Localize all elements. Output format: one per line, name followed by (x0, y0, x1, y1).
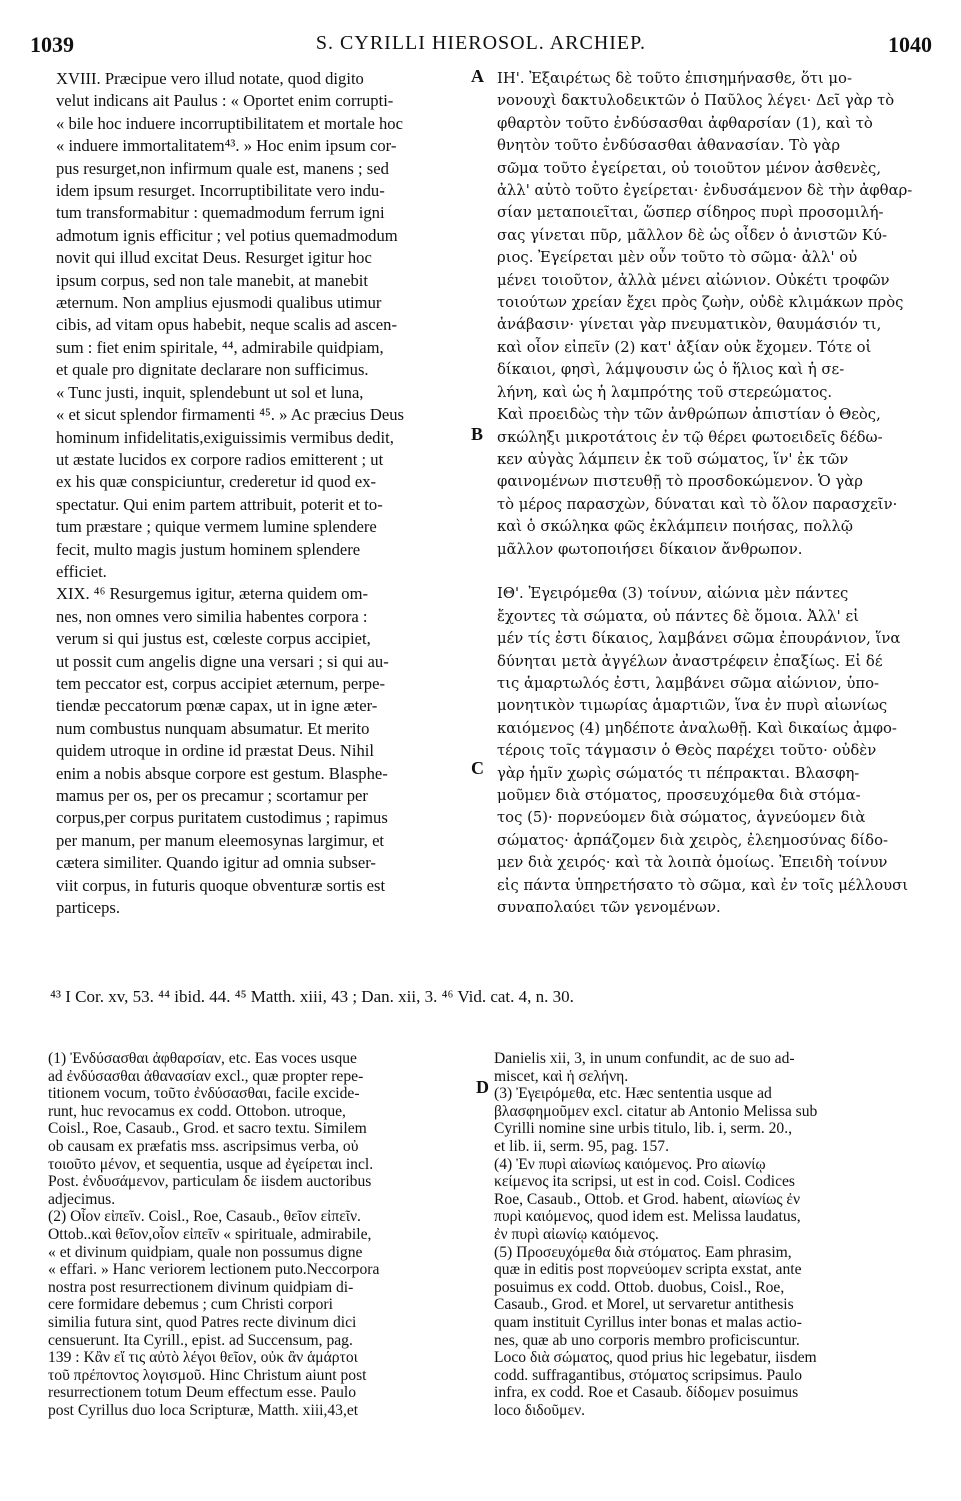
text-line: num combustus nunquam absumatur. Et merito (56, 718, 370, 738)
text-line: (1) Ἐνδύσασθαι ἀφθαρσίαν, etc. Eas voces usque (48, 1050, 357, 1067)
text-line: miscet, καὶ ἡ σελήνη. (494, 1067, 629, 1085)
notes-right-column (494, 1050, 934, 1419)
text-line: enim a nobis absque corpore est gestum. Blasphe- (56, 763, 388, 783)
text-line: post Cyrillus duo loca Scripturæ, Matth. xiii,43,et (48, 1401, 359, 1419)
text-line: γὰρ ἡμῖν χωρὶς σώματός τι πέπρακται. Βλασφη- (497, 764, 860, 782)
text-line: καὶ ὁ σκώληκα φῶς ἐκλάμπειν ποιήσας, πολλῷ (497, 518, 853, 536)
text-line: φαινομένων πιστευθῇ τὸ προσδοκώμενον. Ὁ γὰρ (497, 473, 863, 491)
text-line: idem ipsum resurget. Incorruptibilitate vero indu- (56, 181, 385, 201)
text-line: Danielis xii, 3, in unum confundit, ac de suo ad- (494, 1050, 795, 1067)
text-line: XIX. ⁴⁶ Resurgemus igitur, æterna quidem om- (56, 584, 369, 604)
latin-column (56, 68, 468, 919)
text-line: per manum, per manum eleemosynas largimur, et (56, 830, 385, 850)
scripture-sources: ⁴³ I Cor. xv, 53. ⁴⁴ ibid. 44. ⁴⁵ Matth. xiii, 43 ; Dan. xii, 3. ⁴⁶ Vid. cat. 4, n. 30. (50, 987, 574, 1006)
text-line: adjecimus. (48, 1190, 116, 1208)
text-line: σίαν μεταποιεῖται, ὥσπερ σίδηρος πυρὶ προσομιλή- (497, 204, 884, 222)
text-line: φθαρτὸν τοῦτο ἐνδύσασθαι ἀφθαρσίαν (1), καὶ τὸ (497, 114, 873, 132)
text-line: viit corpus, in futuris quoque obventuræ sortis est (56, 875, 386, 895)
text-line: τις ἁμαρτωλός ἐστι, λαμβάνει σῶμα αἰώνιον, ὑπο- (497, 674, 880, 692)
text-line: « et sicut splendor firmamenti ⁴⁵. » Ac præcius Deus (56, 405, 404, 425)
text-line: νονουχὶ δακτυλοδεικτῶν ὁ Παῦλος λέγει· Δεῖ γὰρ τὸ (497, 92, 895, 110)
text-line: ριος. Ἐγείρεται μὲν οὖν τοῦτο τὸ σῶμα· ἀλλ' οὐ (497, 249, 858, 267)
text-line: ΙΗ'. Ἐξαιρέτως δὲ τοῦτο ἐπισημήνασθε, ὅτι μο- (497, 70, 852, 87)
text-line: τοῦ πρέποντος λογισμοῦ. Hinc Christum aiunt post (48, 1366, 367, 1384)
text-line: (2) Οἷον εἰπεῖν. Coisl., Roe, Casaub., θεῖον εἰπεῖν. (48, 1208, 361, 1226)
text-line: ob causam ex præfatis mss. ascripsimus verba, οὐ (48, 1137, 359, 1155)
text-line: nostra post resurrectionem divinum quidpiam di- (48, 1278, 354, 1296)
text-line: Coisl., Roe, Casaub., Grod. et sacro textu. Similem (48, 1120, 367, 1138)
margin-letter-a: A (471, 66, 484, 86)
text-line: cibis, ad vitam opus habebit, neque scalis ad ascen- (56, 315, 397, 335)
text-line: δύνηται μετὰ ἀγγέλων ἀναστρέφειν ἐπαξίως. Εἰ δέ (497, 652, 883, 670)
text-line: τὸ μέρος παρασχὼν, δύναται καὶ τὸ ὅλον παρασχεῖν· (497, 495, 898, 513)
text-line: titionem vocum, τοῦτο ἐνδύσασθαι, facile excide- (48, 1085, 360, 1103)
text-line: (4) Ἐν πυρὶ αἰωνίως καιόμενος. Pro αἰωνίῳ (494, 1155, 766, 1173)
text-line: XVIII. Præcipue vero illud notate, quod digito (56, 69, 364, 88)
text-line: efficiet. (56, 561, 107, 581)
text-line: cætera similiter. Quando igitur ad omnia subser- (56, 853, 376, 873)
text-line: συναπολαύει τῶν γενομένων. (497, 899, 721, 917)
text-line: ad ἐνδύσασθαι ἀθανασίαν excl., quæ propter repe- (48, 1067, 364, 1085)
page-header (30, 32, 932, 60)
text-line: 139 : Κἂν εἴ τις αὐτὸ λέγοι θεῖον, οὐκ ἂν ἁμάρτοι (48, 1349, 358, 1367)
text-line: « et divinum quidpiam, quale non possumus digne (48, 1243, 363, 1261)
text-line: βλασφημοῦμεν excl. citatur ab Antonio Melissa sub (494, 1102, 818, 1120)
text-line: μέν τίς ἐστι δίκαιος, λαμβάνει σῶμα ἐπουράνιον, ἵνα (497, 630, 901, 648)
text-line: ἐν πυρὶ αἰωνίῳ καιόμενος. (494, 1225, 659, 1243)
text-line: λήνη, καὶ ὡς ἡ λαμπρότης τοῦ στερεώματος. (497, 383, 833, 401)
text-line: admotum ignis efficitur ; vel potius quemadmodum (56, 225, 398, 245)
margin-letter-d: D (476, 1077, 489, 1097)
text-line: τοιούτων χρείαν ἔχει πρὸς ζωὴν, οὐδὲ κλιμάκων πρὸς (497, 294, 904, 312)
text-line: tum transformabitur : quemadmodum ferrum igni (56, 203, 385, 223)
text-line: ut possit cum angelis digne una versari ; si qui au- (56, 651, 389, 671)
text-line: et lib. ii, serm. 95, pag. 157. (494, 1137, 669, 1155)
text-line: κεν αὐγὰς λάμπειν ἐκ τοῦ σώματος, ἵν' ἐκ τῶν (497, 450, 849, 468)
text-line: posuimus ex codd. Ottob. duobus, Coisl., Roe, (494, 1278, 785, 1296)
text-line: τέροις τοῖς τάγμασιν ὁ Θεὸς παρέχει τοῦτο· οὐδὲν (497, 742, 877, 760)
margin-letter-c: C (471, 758, 484, 778)
text-line: ἀλλ' αὐτὸ τοῦτο ἐγείρεται· ἐνδυσάμενον δὲ τὴν ἀφθαρ- (497, 182, 913, 200)
text-line: θνητὸν τοῦτο ἐνδύσασθαι ἀθανασίαν. Τὸ γὰρ (497, 137, 841, 155)
text-line: codd. suffragantibus, στόματος scripsimus. Paulo (494, 1366, 802, 1384)
running-title: S. CYRILLI HIEROSOL. ARCHIEP. (315, 32, 647, 54)
text-line: τοιοῦτο μένον, et sequentia, usque ad ἐγείρεται incl. (48, 1155, 374, 1173)
text-line: καιόμενος (4) μηδέποτε ἀναλωθῇ. Καὶ δικαίως ἀμφο- (497, 719, 897, 737)
text-line: loco διδοῦμεν. (494, 1401, 586, 1419)
text-line: κείμενος ita scripsi, ut est in cod. Coisl. Codices (494, 1173, 795, 1191)
text-line: ΙΘ'. Ἐγειρόμεθα (3) τοίνυν, αἰώνια μὲν πάντες (497, 585, 849, 603)
text-line: Cyrilli nomine sine urbis titulo, lib. i, serm. 20., (494, 1120, 793, 1138)
text-line: « effari. » Hanc veriorem lectionem puto.Neccorpora (48, 1261, 380, 1279)
text-line: μένει τοιοῦτον, ἀλλὰ μένει αἰώνιον. Οὐκέτι τροφῶν (497, 271, 890, 289)
margin-letter-b: B (471, 424, 484, 444)
text-line: πυρὶ καιόμενος, quod idem est. Melissa laudatus, (494, 1208, 801, 1226)
text-line: similia futura sint, quod Patres recte divinum dici (48, 1313, 357, 1331)
text-line: particeps. (56, 898, 121, 918)
text-line: spectatur. Qui enim partem attribuit, poterit et to- (56, 494, 383, 514)
text-line: σώματος· ἁρπάζομεν διὰ χειρὸς, ἐλεημοσύνας δίδο- (497, 831, 888, 849)
text-line: « bile hoc induere incorruptibilitatem et mortale hoc (56, 113, 403, 133)
text-line: æternum. Non amplius ejusmodi qualibus utimur (56, 293, 382, 313)
text-line: εἰς πάντα ὑπηρετήσατο τὸ σῶμα, καὶ ἐν τοῖς μέλλουσι (497, 876, 909, 894)
text-line: Loco διὰ σώματος, quod prius hic legebatur, iisdem (494, 1349, 817, 1367)
text-line: ex his quæ conspiciuntur, crederetur id quod ex- (56, 472, 377, 492)
text-line: novit qui illud excitat Deus. Resurget igitur hoc (56, 248, 372, 268)
text-line: (3) Ἐγειρόμεθα, etc. Hæc sententia usque ad (494, 1085, 772, 1103)
text-line: quidem utroque in ordine id præstat Deus. Nihil (56, 741, 375, 761)
text-line: Ottob..καὶ θεῖον,οἷον εἰπεῖν « spirituale, admirabile, (48, 1225, 372, 1243)
text-line: ut æstate lucidos ex corpore radios emitterent ; ut (56, 449, 384, 469)
text-line: Casaub., Grod. et Morel, ut servaretur antithesis (494, 1296, 794, 1314)
text-line: « induere immortalitatem⁴³. » Hoc enim ipsum cor- (56, 136, 397, 156)
text-line: tiendæ peccatorum pœnæ capax, ut in igne æter- (56, 696, 378, 716)
text-line: infra, ex codd. Roe et Casaub. δίδομεν posuimus (494, 1384, 799, 1402)
notes-left-column (48, 1050, 478, 1419)
text-line: sum : fiet enim spiritale, ⁴⁴, admirabile quidpiam, (56, 337, 384, 357)
text-line: tum præstare ; quique vermem lumine splendere (56, 517, 377, 537)
text-line: (5) Προσευχόμεθα διὰ στόματος. Eam phrasim, (494, 1243, 792, 1261)
text-line: pus resurget,non infirmum quale est, manens ; sed (56, 158, 389, 178)
text-line: mamus per os, per os precamur ; scortamur per (56, 786, 368, 805)
text-line: τος (5)· πορνεύομεν διὰ σώματος, ἁγνεύομεν διὰ (497, 809, 866, 827)
text-line: ipsum corpus, sed non tale manebit, at manebit (56, 270, 368, 290)
text-line: ἀνάβασιν· γίνεται γὰρ πνευματικὸν, θαυμάσιόν τι, (497, 316, 882, 334)
text-line: δίκαιοι, φησὶ, λάμψουσιν ὡς ὁ ἥλιος καὶ ἡ σε- (497, 361, 845, 379)
text-line: μᾶλλον φωτοποιήσει δίκαιον ἄνθρωπον. (497, 540, 803, 558)
text-line: censuerunt. Ita Cyrill., epist. ad Succensum, pag. (48, 1331, 353, 1349)
text-line: et quale pro dignitate declarare non sufficimus. (56, 360, 369, 380)
page-number-left: 1039 (30, 32, 74, 57)
text-line: resurrectionem totum Deum effectum esse. Paulo (48, 1384, 357, 1402)
text-line: σκώληξι μικροτάτοις ἐν τῷ θέρει φωτοειδεῖς δέδω- (497, 428, 883, 446)
text-line: verum si qui justus est, cœleste corpus accipiet, (56, 629, 371, 649)
text-line: ἔχοντες τὰ σώματα, οὐ πάντες δὲ ὅμοια. Ἀλλ' εἰ (497, 607, 859, 625)
text-line: Post. ἐνδυσάμενον, particulam δε iisdem auctoribus (48, 1173, 372, 1191)
text-line: nes, quæ ab uno corporis membro proficiscuntur. (494, 1331, 800, 1349)
text-line: μονητικὸν τιμωρίας ἁμαρτιῶν, ἵνα ἐν πυρὶ αἰωνίως (497, 697, 888, 715)
text-line: quæ in editis post πορνεύομεν scripta exstat, ante (494, 1261, 802, 1279)
text-line: tem peccator est, corpus accipiet æternum, perpe- (56, 673, 385, 693)
page-number-right: 1040 (888, 32, 932, 57)
text-line: quam instituit Cyrillus inter bonas et malas actio- (494, 1313, 802, 1331)
text-line: μοῦμεν διὰ στόματος, προσευχόμεθα διὰ στόμα- (497, 787, 861, 804)
text-line: μεν διὰ χειρός· καὶ τὰ λοιπὰ ὁμοίως. Ἐπειδὴ τοίνυν (497, 854, 888, 872)
text-line: Καὶ προειδὼς τὴν τῶν ἀνθρώπων ἀπιστίαν ὁ Θεὸς, (497, 406, 881, 424)
text-line: corpus,per corpus puritatem custodimus ; rapimus (56, 808, 388, 828)
greek-column (497, 68, 937, 919)
text-line: σας γίνεται πῦρ, μᾶλλον δὲ ὡς οἶδεν ὁ ἀνιστῶν Κύ- (497, 226, 887, 244)
text-line: σῶμα τοῦτο ἐγείρεται, οὐ τοιοῦτον μένον ἀσθενὲς, (497, 159, 882, 177)
text-line: nes, non omnes vero similia habentes corpora : (56, 606, 368, 626)
text-line: « Tunc justi, inquit, splendebunt ut sol et luna, (56, 382, 364, 402)
text-line: velut indicans ait Paulus : « Oportet enim corrupti- (56, 91, 394, 111)
text-line: hominum infidelitatis,exiguissimis vermibus dedit, (56, 427, 394, 447)
text-line: Roe, Casaub., Ottob. et Grod. habent, αἰωνίως ἐν (494, 1190, 801, 1208)
text-line: fecit, multo magis justum hominem splendere (56, 539, 361, 559)
text-line: cere formidare debemus ; cum Christi corpori (48, 1296, 333, 1314)
text-line (497, 561, 937, 583)
text-line: runt, huc revocamus ex codd. Ottobon. utroque, (48, 1102, 346, 1120)
text-line: καὶ οἷον εἰπεῖν (2) κατ' ἀξίαν οὐκ ἔχομεν. Τότε οἱ (497, 338, 872, 356)
